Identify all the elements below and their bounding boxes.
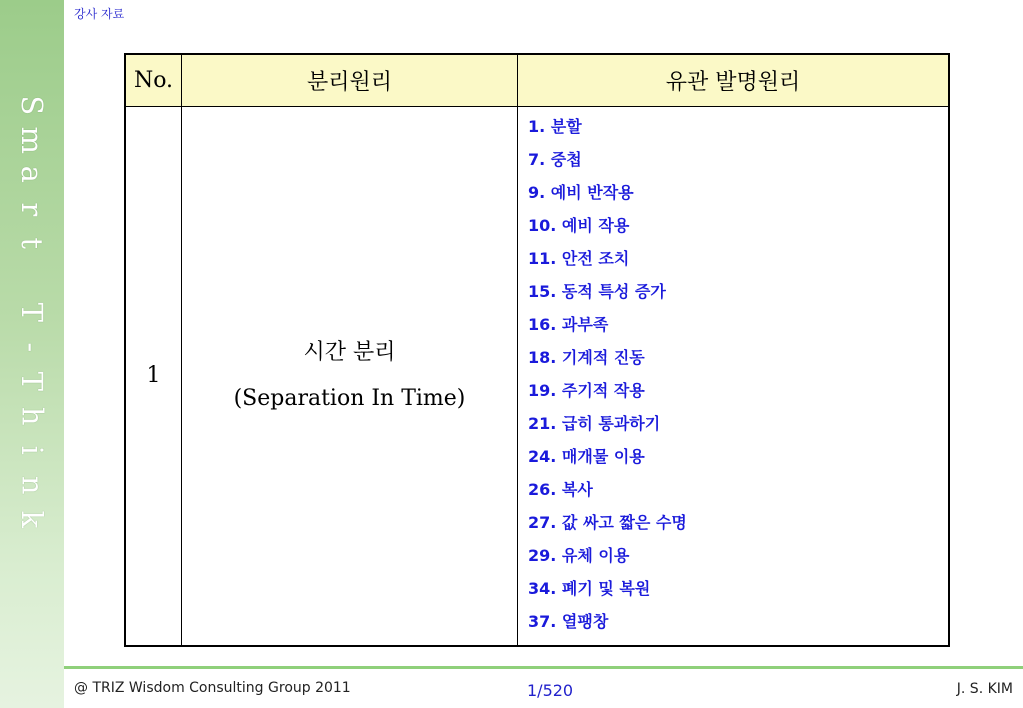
sidebar-char: m xyxy=(15,126,50,154)
sidebar-char: T xyxy=(15,302,50,322)
principle-item[interactable]: 11. 안전 조치 xyxy=(528,248,630,268)
sidebar-char: a xyxy=(15,165,50,183)
sidebar-char: T xyxy=(15,371,50,391)
sidebar-title xyxy=(0,88,64,537)
sidebar-char: i xyxy=(15,445,50,455)
principle-item[interactable]: 27. 값 싸고 짧은 수명 xyxy=(528,512,687,532)
principle-list xyxy=(528,113,948,641)
principle-item[interactable]: 37. 열팽창 xyxy=(528,611,609,631)
page-number: 1/520 xyxy=(527,681,574,700)
separation-english: (Separation In Time) xyxy=(233,385,466,411)
sidebar-char: t xyxy=(15,237,50,250)
principle-item[interactable]: 34. 폐기 및 복원 xyxy=(528,578,651,598)
cell-separation xyxy=(182,106,518,646)
cell-no: 1 xyxy=(125,106,182,646)
principle-item[interactable]: 19. 주기적 작용 xyxy=(528,380,645,400)
principle-item[interactable]: 15. 동적 특성 증가 xyxy=(528,281,666,301)
header-label: 강사 자료 xyxy=(74,7,125,21)
separation-table xyxy=(124,53,950,647)
separation-korean: 시간 분리 xyxy=(303,339,396,365)
footer-divider xyxy=(64,666,1023,669)
column-header-separation: 분리원리 xyxy=(182,54,518,106)
footer-copyright: @ TRIZ Wisdom Consulting Group 2011 xyxy=(74,680,351,696)
principle-item[interactable]: 21. 급히 통과하기 xyxy=(528,413,661,433)
sidebar xyxy=(0,0,64,708)
sidebar-char: k xyxy=(15,510,50,529)
principle-item[interactable]: 24. 매개물 이용 xyxy=(528,446,645,466)
principle-item[interactable]: 16. 과부족 xyxy=(528,314,609,334)
principle-item[interactable]: 1. 분할 xyxy=(528,116,582,136)
cell-inventive-principles xyxy=(518,106,950,646)
sidebar-char: r xyxy=(15,201,50,216)
principle-item[interactable]: 29. 유체 이용 xyxy=(528,545,630,565)
principle-item[interactable]: 10. 예비 작용 xyxy=(528,215,630,235)
column-header-inventive: 유관 발명원리 xyxy=(518,54,950,106)
principle-item[interactable]: 9. 예비 반작용 xyxy=(528,182,634,202)
principle-item[interactable]: 18. 기계적 진동 xyxy=(528,347,645,367)
principle-item[interactable]: 7. 중첩 xyxy=(528,149,582,169)
sidebar-char: - xyxy=(15,341,50,352)
sidebar-char: h xyxy=(15,406,50,426)
principle-item[interactable]: 26. 복사 xyxy=(528,479,593,499)
sidebar-char: S xyxy=(15,95,50,116)
column-header-no: No. xyxy=(125,54,182,106)
footer-author: J. S. KIM xyxy=(956,681,1013,697)
table-header-row xyxy=(125,54,949,106)
sidebar-char: n xyxy=(15,475,50,495)
table-row xyxy=(125,106,949,646)
